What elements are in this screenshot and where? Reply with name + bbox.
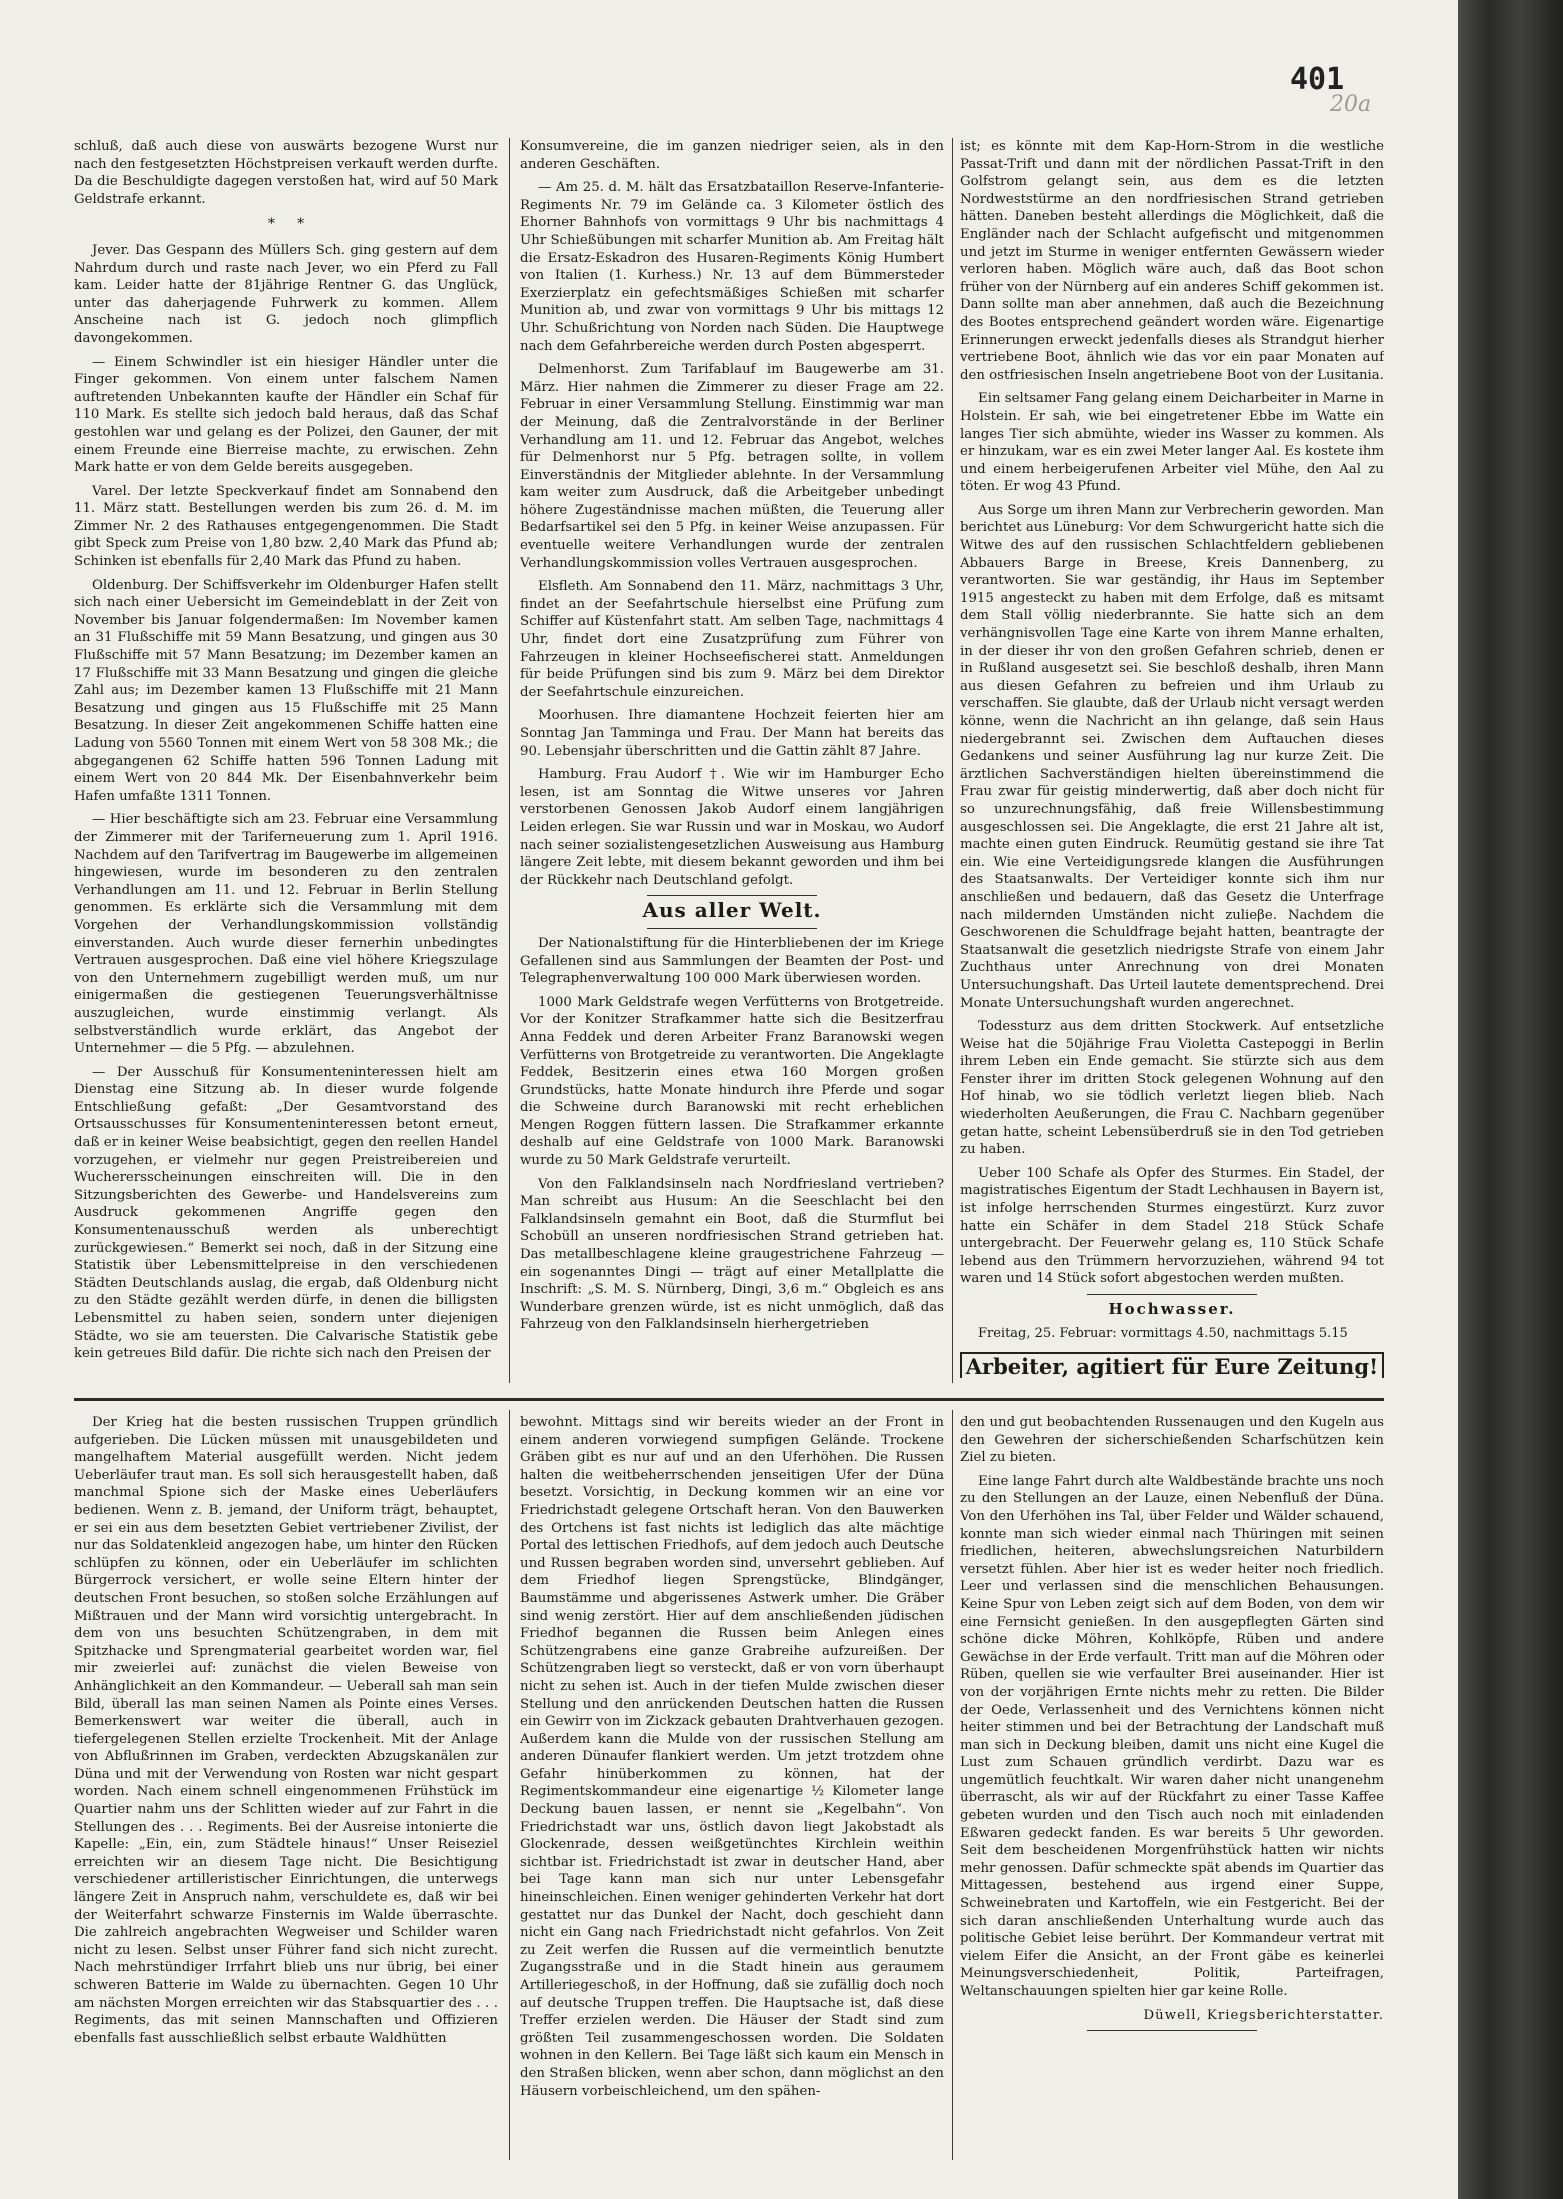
agitation-banner: Arbeiter, agitiert für Eure Zeitung! [960,1352,1384,1378]
bottom-column-3 [960,1414,1384,2159]
column-3 [960,138,1384,1378]
author-signature: Düwell, Kriegsberichterstatter. [1143,2007,1384,2023]
article: den und gut beobachtenden Russenaugen und den Kugeln aus den Gewehren der sicherschießenden Scharfschützen kein Ziel zu bieten. [960,1415,1384,1466]
article: Aus Sorge um ihren Mann zur Verbrecherin geworden. Man berichtet aus Lüneburg: Vor dem Schwurgericht hatte sich die Witwe des auf den russischen Schlachtfeldern gebliebenen Abbauers Barge in Breese, Kreis Dannenberg, zu verantworten. Sie war geständig, ihr Haus im September 1915 angesteckt zu haben mit dem Erfolge, daß es mitsamt dem Stall völlig niederbrannte. Sie hatte sich an dem verhängnisvollen Tage eine Karte von ihrem Manne erhalten, in der dieser ihr von den großen Gefahren schrieb, denen er in Rußland ausgesetzt sei. Sie beschloß deshalb, ihren Mann aus diesen Gefahren zu befreien und ihm Urlaub zu verschaffen. Sie glaubte, daß der Urlaub nicht versagt werden könne, wenn die Nachricht an ihn gelange, daß sein Haus niedergebrannt sei. Zwischen dem Auftauchen dieses Gedankens und seiner Ausführung lag nur kurze Zeit. Die ärztlichen Sachverständigen hielten übereinstimmend die Frau zwar für geistig minderwertig, daß aber doch nicht für so unzurechnungsfähig, daß freie Willensbestimmung ausgeschlossen sei. Die Angeklagte, die erst 21 Jahre alt ist, machte einen guten Eindruck. Reumütig gestand sie ihre Tat ein. Wie eine Verteidigungsrede klangen die Ausführungen des Staatsanwalts. Der Verteidiger konnte sich ihm nur anschließen und bedauern, daß das Gesetz die Unterfrage nach mildernden Umständen nicht zulieβe. Nachdem die Geschworenen die Schuldfrage bejaht hatten, beantragte der Staatsanwalt die gesetzlich niedrigste Strafe von einem Jahr Zuchthaus unter Anrechnung von drei Monaten Untersuchungshaft. Das Urteil lautete dementsprechend. Drei Monate Untersuchungshaft wurden angerechnet. [960,502,1384,1011]
archive-stamp: 20a [1330,92,1372,117]
article: — Am 25. d. M. hält das Ersatzbataillon Reserve-Infanterie-Regiments Nr. 79 im Gelände ca. 3 Kilometer östlich des Ehorner Bahnhofs von vormittags 9 Uhr bis nachmittags 4 Uhr Schießübungen mit scharfer Munition ab. Am Freitag hält die Ersatz-Eskadron des Husaren-Regiments König Humbert von Italien (1. Kurhess.) Nr. 13 auf dem Bümmersteder Exerzierplatz ein gefechtsmäßiges Schießen mit scharfer Munition ab, und zwar von vormittags 9 Uhr bis mittags 12 Uhr. Schußrichtung von Norden nach Süden. Die Hauptwege nach dem Gefahrbereiche werden durch Posten abgesperrt. [520,180,944,354]
article: Der Krieg hat die besten russischen Truppen gründlich aufgerieben. Die Lücken müssen mit unausgebildeten und mangelhaftem Material ausgefüllt werden. Nicht jedem Ueberläufer traut man. Es soll sich herausgestellt haben, daß manchmal Spione sich der Maske eines Ueberläufers bedienen. Wenn z. B. jemand, der Uniform trägt, behauptet, er sei ein aus dem besetzten Gebiet vertriebener Zivilist, der nur das Soldatenkleid angezogen habe, um hinter den Rücken schlüpfen zu können, oder ein Ueberläufer im schlichten Bürgerrock versichert, er wolle seine Eltern hinter der deutschen Front besuchen, so stoßen solche Erzählungen auf Mißtrauen und der Mann wird vorsichtig untergebracht. In dem von uns besuchten Schützengraben, in dem mit Spitzhacke und Sprengmaterial gearbeitet worden war, fiel mir zweierlei auf: zunächst die vielen Beweise von Anhänglichkeit an den Kommandeur. — Ueberall sah man sein Bild, überall las man seinen Namen als Pointe eines Verses. Bemerkenswert war weiter die überall, auch in tiefergelegenen Stellen erzielte Trockenheit. Mit der Anlage von Abflußrinnen im Graben, verdeckten Abzugskanälen zur Düna und mit der Verwendung von Rosten war nicht gespart worden. Nach einem schnell eingenommenen Frühstück im Quartier nahm uns der Schlitten wieder auf zur Fahrt in die Stellungen des . . . Regiments. Bei der Ausreise intonierte die Kapelle: „Ein, ein, zum Städtele hinaus!“ Unser Reiseziel erreichten wir an diesem Tage nicht. Die Besichtigung verschiedener artilleristischer Einrichtungen, die unterwegs längere Zeit in Anspruch nahm, verschuldete es, daß wir bei der Weiterfahrt schwarze Finsternis im Walde überraschte. Die zahlreich angebrachten Wegweiser und Schilder waren nicht zu lesen. Selbst unser Führer fand sich nicht zurecht. Nach mehrstündiger Irrfahrt blieb uns nur übrig, bei einer schweren Batterie im Walde zu übernachten. Gegen 10 Uhr am nächsten Morgen erreichten wir das Stabsquartier des . . . Regiments, das mit seinen Mannschaften und Offizieren ebenfalls fast ausschließlich selbst erbaute Waldhütten [74,1415,498,2046]
article: — Der Ausschuß für Konsumenteninteressen hielt am Dienstag eine Sitzung ab. In dieser wurde folgende Entschließung gefaßt: „Der Gesamtvorstand des Ortsausschusses für Konsumenteninteressen betont erneut, daß er in keiner Weise beabsichtigt, gegen den reellen Handel vorzugehen, er vielmehr nur gegen Preistreibereien und Wucherersscheinungen einschreiten will. Die in den Sitzungsberichten des Gewerbe- und Handelsvereins zum Ausdruck gekommenen Angriffe gegen den Konsumentenausschuß werden als unberechtigt zurückgewiesen.“ Bemerkt sei noch, daß in der Sitzung eine Statistik über Lebensmittelpreise in den verschiedenen Städten Deutschlands auslag, die ergab, daß Oldenburg nicht zu den Städte gezählt werden dürfe, in denen die billigsten Lebensmittel zu haben seien, sondern unter diejenigen Städte, wo sie am teuersten. Die Calvarische Statistik gebe kein getreues Bild dafür. Die richte sich nach den Preisen der [74,1064,498,1362]
article: Ein seltsamer Fang gelang einem Deicharbeiter in Marne in Holstein. Er sah, wie bei eingetretener Ebbe im Watte ein langes Tier sich abmühte, wieder ins Wasser zu kommen. Als er hinzukam, war es ein zwei Meter langer Aal. Es kostete ihm und einem herbeigerufenen Arbeiter viel Mühe, den Aal zu töten. Er wog 43 Pfund. [960,391,1384,495]
article: Hamburg. Frau Audorf †. Wie wir im Hamburger Echo lesen, ist am Sonntag die Witwe unseres vor Jahren verstorbenen Genossen Jakob Audorf einem langjährigen Leiden erlegen. Sie war Russin und war in Moskau, wo Audorf nach seiner sozialistengesetzlichen Ausweisung aus Hamburg längere Zeit lebte, mit diesem bekannt geworden und ihm bei der Rückkehr nach Deutschland gefolgt. [520,767,944,888]
separator-asterisks: * * [267,216,305,233]
column-2 [520,138,944,1378]
article: Von den Falklandsinseln nach Nordfriesland vertrieben? Man schreibt aus Husum: An die Seeschlacht bei den Falklandsinseln gemahnt ein Boot, daß die Sturmflut bei Schobüll an unseren nordfriesischen Strand getrieben hat. Das metallbeschlagene kleine graugestrichene Fahrzeug — ein sogenanntes Dingi — trägt auf einer Metallplatte die Inschrift: „S. M. S. Nürnberg, Dingi, 3,6 m.“ Obgleich es ans Wunderbare grenzen würde, ist es nicht unmöglich, daß das Fahrzeug von den Falklandsinseln hierhergetrieben [520,1176,944,1333]
article: Ueber 100 Schafe als Opfer des Sturmes. Ein Stadel, der magistratisches Eigentum der Stadt Lechhausen in Bayern ist, ist infolge herrschenden Sturmes eingestürzt. Kurz zuvor hatte ein Schäfer in dem Stadel 218 Stück Schafe untergebracht. Der Feuerwehr gelang es, 110 Stück Schafe lebend aus den Trümmern hervorzuziehen, während 94 tot waren und 14 Stück sofort abgestochen werden mußten. [960,1165,1384,1287]
section-divider [74,1398,1384,1401]
hochwasser-times: Freitag, 25. Februar: vormittags 4.50, nachmittags 5.15 [978,1325,1348,1341]
article: Oldenburg. Der Schiffsverkehr im Oldenburger Hafen stellt sich nach einer Uebersicht im Gemeindeblatt in der Zeit von November bis Januar folgendermaßen: Im November kamen an 31 Flußschiffe mit 59 Mann Besatzung, und gingen aus 30 Flußschiffe mit 57 Mann Besatzung; im Dezember kamen an 17 Flußschiffe mit 33 Mann Besatzung und gingen die gleiche Zahl aus; im Dezember kamen 13 Flußschiffe mit 21 Mann Besatzung und gingen aus 15 Flußschiffe mit 25 Mann Besatzung. In dieser Zeit angekommenen Schiffe hatten eine Ladung von 5560 Tonnen mit einem Wert von 58 308 Mk.; die abgegangenen 62 Schiffe hatten 596 Tonnen Ladung mit einem Wert von 20 844 Mk. Der Eisenbahnverkehr beim Hafen umfaßte 1311 Tonnen. [74,577,498,804]
column-divider [509,1410,510,2160]
article: — Einem Schwindler ist ein hiesiger Händler unter die Finger gekommen. Von einem unter falschem Namen auftretenden Unbekannten kaufte der Händler ein Schaf für 110 Mark. Es stellte sich jedoch bald heraus, daß das Schaf gestohlen war und gelang es der Polizei, den Gauner, der mit einem Freunde eine Bierreise machte, zu erwischen. Zehn Mark hatte er von dem Gelde bereits ausgegeben. [74,354,498,476]
section-heading: Aus aller Welt. [642,898,822,923]
article: 1000 Mark Geldstrafe wegen Verfütterns von Brotgetreide. Vor der Konitzer Strafkammer hatte sich die Besitzerfrau Anna Feddek und deren Arbeiter Franz Baranowski wegen Verfütterns von Brotgetreide zu verantworten. Die Angeklagte Feddek, Besitzerin eines etwa 160 Morgen großen Grundstücks, hatte Monate hindurch ihre Pferde und sogar die Schweine durch Baranowski mit recht erheblichen Mengen Roggen füttern lassen. Die Strafkammer erkannte deshalb auf eine Geldstrafe von 1000 Mark. Baranowski wurde zu 50 Mark Geldstrafe verurteilt. [520,994,944,1169]
article: Eine lange Fahrt durch alte Waldbestände brachte uns noch zu den Stellungen an der Lauze, einen Nebenfluß der Düna. Von den Uferhöhen ins Tal, über Felder und Wälder schauend, konnte man sich wieder einmal nach Thüringen mit seinen friedlichen, heiteren, abwechslungsreichen Naturbildern versetzt fühlen. Aber hier ist es weder heiter noch friedlich. Leer und verlassen sind die menschlichen Behausungen. Keine Spur von Leben zeigt sich auf dem Boden, von dem wir eine Fernsicht genießen. In den ausgepflegten Gärten sind schöne dicke Möhren, Kohlköpfe, Rüben und andere Gewächse in der Erde verfault. Tritt man auf die Möhren oder Rüben, quellen sie wie verfaulter Brei auseinander. Hier ist von der vorjährigen Ernte nichts mehr zu retten. Die Bilder der Oede, Verlassenheit und des Vernichtens können nicht heiter stimmen und bei der Betrachtung der Landschaft muß man sich in Deckung bleiben, damit uns nicht eine Kugel die Lust zum Schauen gründlich verdirbt. Dazu war es ungemütlich feuchtkalt. Wir waren daher nicht unangenehm überrascht, als wir auf der Rückfahrt zu einer Tasse Kaffee gebeten wurden und den Tisch auch noch mit einladenden Eßwaren gedeckt fanden. Es war bereits 5 Uhr geworden. Seit dem bescheidenen Morgenfrühstück hatten wir nichts mehr genossen. Dafür schmeckte spät abends im Quartier das Mittagessen, bestehend aus irgend einer Suppe, Schweinebraten und Kartoffeln, wie ein Festgericht. Bei der sich daran anschließenden Unterhaltung wurde auch das politische Gebiet leise berührt. Der Kommandeur vertrat mit vielem Eifer die Ansicht, an der Front gäbe es keinerlei Meinungsverschiedenheit, Politik, Parteifragen, Weltanschauungen spielten hier gar keine Rolle. [960,1473,1384,1999]
article: Delmenhorst. Zum Tarifablauf im Baugewerbe am 31. März. Hier nahmen die Zimmerer zu dieser Frage am 22. Februar in einer Versammlung Stellung. Einstimmig war man der Meinung, daß die Zentralvorstände in der Berliner Verhandlung am 11. und 12. Februar das Angebot, welches für Delmenhorst nur 5 Pfg. betragen sollte, in vollem Einverständnis der Mitglieder ablehnte. In der Versammlung kam weiter zum Ausdruck, daß die Arbeitgeber unbedingt höhere Zugeständnisse machen müßten, die Teuerung aller Bedarfsartikel sei den 5 Pfg. in keiner Weise anzupassen. Für eventuelle weitere Verhandlungen wurde der zentralen Verhandlungskommission volles Vertrauen ausgesprochen. [520,362,944,571]
article: ist; es könnte mit dem Kap-Horn-Strom in die westliche Passat-Trift und dann mit der nördlichen Passat-Trift in den Golfstrom gelangt sein, aus dem es die letzten Nordweststürme an den nordfriesischen Strand getrieben hätten. Daneben besteht allerdings die Möglichkeit, daß die Engländer nach der Schlacht aufgefischt und mitgenommen und jetzt im Sturme in weniger entfernten Gewässern wieder verloren haben. Möglich wäre auch, daß das Boot schon früher von der Nürnberg auf ein anderes Schiff gekommen ist. Dann sollte man aber annehmen, daß auch die Bezeichnung des Bootes entsprechend geändert worden wäre. Eigenartige Erinnerungen erweckt jedenfalls dieses als Strandgut hierher vertriebene Boot, ähnlich wie das vor ein paar Monaten auf den ostfriesischen Inseln angetriebene Boot von der Lusitania. [960,139,1384,383]
article: Jever. Das Gespann des Müllers Sch. ging gestern auf dem Nahrdum durch und raste nach Jever, wo ein Pferd zu Fall kam. Leider hatte der 81jährige Rentner G. das Unglück, unter das daherjagende Fuhrwerk zu kommen. Allem Anscheine nach ist G. jedoch noch glimpflich davongekommen. [74,242,498,346]
article: schluß, daß auch diese von auswärts bezogene Wurst nur nach den festgesetzten Höchstpreisen verkauft werden durfte. Da die Beschuldigte dagegen verstoßen hat, wird auf 50 Mark Geldstrafe erkannt. [74,139,498,207]
bottom-column-2 [520,1414,944,2159]
article: Elsfleth. Am Sonnabend den 11. März, nachmittags 3 Uhr, findet an der Seefahrtschule hierselbst eine Prüfung zum Schiffer auf Küstenfahrt statt. Am selben Tage, nachmittags 4 Uhr, findet dort eine Zusatzprüfung zum Führer von Fahrzeugen in kleiner Hochseefischerei statt. Anmeldungen für beide Prüfungen sind bis zum 9. März bei dem Direktor der Seefahrtschule einzureichen. [520,579,944,700]
section-rule [1087,2030,1257,2031]
column-divider [952,138,953,1383]
article: bewohnt. Mittags sind wir bereits wieder an der Front in einem anderen vorwiegend sumpfigen Gelände. Trockene Gräben gibt es nur auf und an den Uferhöhen. Die Russen halten die weitbeherrschenden jenseitigen Ufer der Düna besetzt. Vorsichtig, in Deckung kommen wir an eine vor Friedrichstadt gelegene Ortschaft heran. Von den Bauwerken des Ortchens ist fast nichts ist lediglich das alte mächtige Portal des lettischen Friedhofs, auf dem jedoch auch Deutsche und Russen begraben worden sind, unversehrt geblieben. Auf dem Friedhof liegen Sprengstücke, Blindgänger, Baumstämme und abgerissenes Astwerk umher. Die Gräber sind wenig zerstört. Hier auf dem anschließenden jüdischen Friedhof begannen die Russen beim Anlegen eines Schützengrabens eine ganze Grabreihe aufzureißen. Der Schützengraben liegt so versteckt, daß er von vorn überhaupt nicht zu sehen ist. Auch in der tiefen Mulde zwischen dieser Stellung und den anrückenden Deutschen hatten die Russen ein Gewirr von im Zickzack gebauten Drahtverhauen gezogen. Außerdem kann die Mulde von der russischen Stellung am anderen Dünaufer flankiert werden. Um jetzt trotzdem ohne Gefahr hinüberkommen zu können, hat der Regimentskommandeur eine eigenartige ½ Kilometer lange Deckung bauen lassen, er nennt sie „Kegelbahn“. Von Friedrichstadt war uns, östlich davon liegt Jakobstadt als Glockenrade, dessen weißgetünchtes Kirchlein weithin sichtbar ist. Friedrichstadt ist zwar in deutscher Hand, aber bei Tage kann man sich nur unter Lebensgefahr hineinschleichen. Einen weniger gehinderten Verkehr hat dort gestattet nur das Dunkel der Nacht, doch geschieht dann nicht ein Gang nach Friedrichstadt nicht gefahrlos. Von Zeit zu Zeit werfen die Russen auf die vermeintlich benutzte Zugangsstraße und in die Stadt hinein aus geraumem Artilleriegeschoß, in der Hoffnung, daß sie zufällig doch noch auf deutsche Truppen treffen. Die Hauptsache ist, daß diese Treffer erzielen werden. Die Häuser der Stadt sind zum größten Teil zusammengeschossen worden. Die Soldaten wohnen in den Kellern. Bei Tage läßt sich kaum ein Mensch in den Straßen blicken, wenn aber schon, dann möglichst an den Häusern vorbeischleichend, um den spähen- [520,1415,944,2099]
article: Konsumvereine, die im ganzen niedriger seien, als in den anderen Geschäften. [520,139,944,172]
section-rule [647,928,817,929]
article: — Hier beschäftigte sich am 23. Februar eine Versammlung der Zimmerer mit der Tariferneuerung zum 1. April 1916. Nachdem auf den Tarifvertrag im Baugewerbe im allgemeinen hingewiesen, wurde im besonderen zu den zentralen Verhandlungen am 11. und 12. Februar in Berlin Stellung genommen. Es erklärte sich die Versammlung mit dem Vorgehen der Verhandlungskommission vollständig einverstanden. Auch wurde dieser fernerhin unbedingtes Vertrauen ausgesprochen. Daß eine viel höhere Kriegszulage von den Unternehmern zugebilligt werden muß, um nur einigermaßen die gestiegenen Teuerungsverhältnisse auszugleichen, wurde einstimmig verlangt. Als selbstverständlich wurde erklärt, das Angebot der Unternehmer — die 5 Pfg. — abzulehnen. [74,812,498,1057]
column-divider [952,1410,953,2160]
article: Der Nationalstiftung für die Hinterbliebenen der im Kriege Gefallenen sind aus Sammlungen der Beamten der Post- und Telegraphenverwaltung 100 000 Mark überwiesen worden. [520,935,944,987]
section-rule [647,895,817,896]
section-rule [1087,1294,1257,1295]
article: Varel. Der letzte Speckverkauf findet am Sonnabend den 11. März statt. Bestellungen werden bis zum 26. d. M. im Zimmer Nr. 2 des Rathauses entgegengenommen. Die Stadt gibt Speck zum Preise von 1,80 bzw. 2,40 Mark das Pfund ab; Schinken ist ebenfalls für 2,40 Mark das Pfund zu haben. [74,483,498,570]
article: Todessturz aus dem dritten Stockwerk. Auf entsetzliche Weise hat die 50jährige Frau Violetta Castepoggi in Berlin ihrem Leben ein Ende gemacht. Sie stürzte sich aus dem Fenster ihrer im dritten Stock gelegenen Wohnung auf den Hof hinab, wo sie tödlich verletzt liegen blieb. Nach wiederholten Aeußerungen, die Frau C. Nachbarn gegenüber getan hatte, scheint Lebensüberdruß sie in den Tod getrieben zu haben. [960,1019,1384,1158]
book-spine [1458,0,1563,2199]
page-number: 401 [1290,62,1345,97]
article: Moorhusen. Ihre diamantene Hochzeit feierten hier am Sonntag Jan Tamminga und Frau. Der Mann hat bereits das 90. Lebensjahr überschritten und die Gattin zählt 87 Jahre. [520,708,944,759]
hochwasser-heading: Hochwasser. [1108,1300,1236,1318]
column-1 [74,138,498,1378]
bottom-column-1 [74,1414,498,2159]
column-divider [509,138,510,1383]
